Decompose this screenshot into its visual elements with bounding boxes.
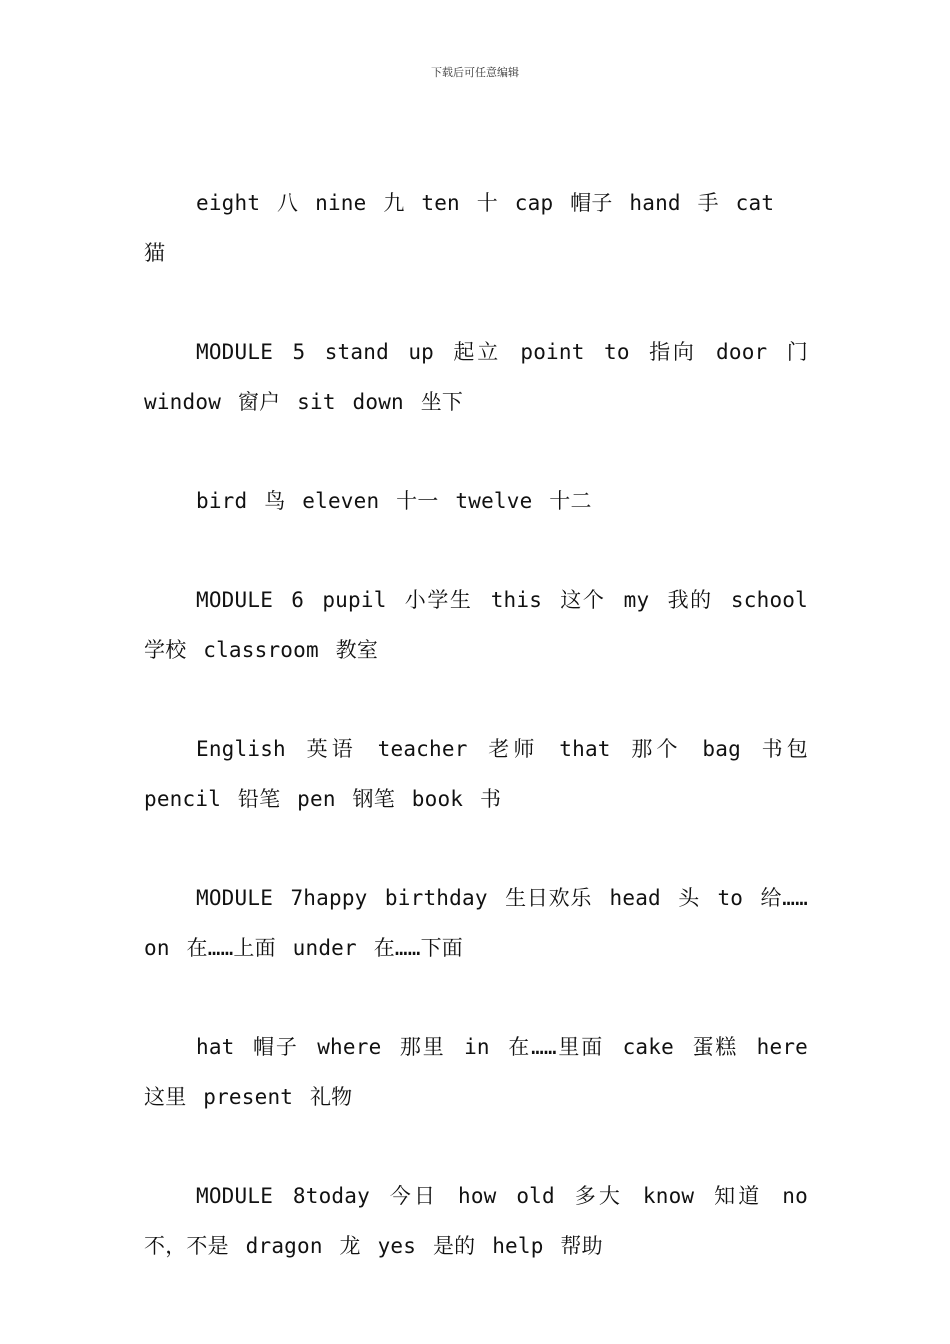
vocab-paragraph-3: bird 鸟 eleven 十一 twelve 十二 — [196, 489, 592, 513]
vocab-paragraph-module-7: MODULE 7happy birthday 生日欢乐 head 头 to 给…… on 在……上面 under 在……下面 — [144, 886, 808, 960]
vocab-paragraph-module-6: MODULE 6 pupil 小学生 this 这个 my 我的 school 学校 classroom 教室 — [144, 588, 808, 662]
vocab-paragraph-module-8: MODULE 8today 今日 how old 多大 know 知道 no 不，不是 dragon 龙 yes 是的 help 帮助 — [144, 1184, 808, 1258]
vocab-paragraph-5: English 英语 teacher 老师 that 那个 bag 书包 pencil 铅笔 pen 钢笔 book 书 — [144, 737, 808, 811]
vocab-paragraph-1: eight 八 nine 九 ten 十 cap 帽子 hand 手 cat 猫 — [144, 191, 775, 265]
vocabulary-list — [144, 178, 808, 1320]
header-note: 下载后可任意编辑 — [431, 66, 519, 79]
vocab-paragraph-7: hat 帽子 where 那里 in 在……里面 cake 蛋糕 here 这里 present 礼物 — [144, 1035, 808, 1109]
vocab-paragraph-module-5: MODULE 5 stand up 起立 point to 指向 door 门 window 窗户 sit down 坐下 — [144, 340, 808, 414]
